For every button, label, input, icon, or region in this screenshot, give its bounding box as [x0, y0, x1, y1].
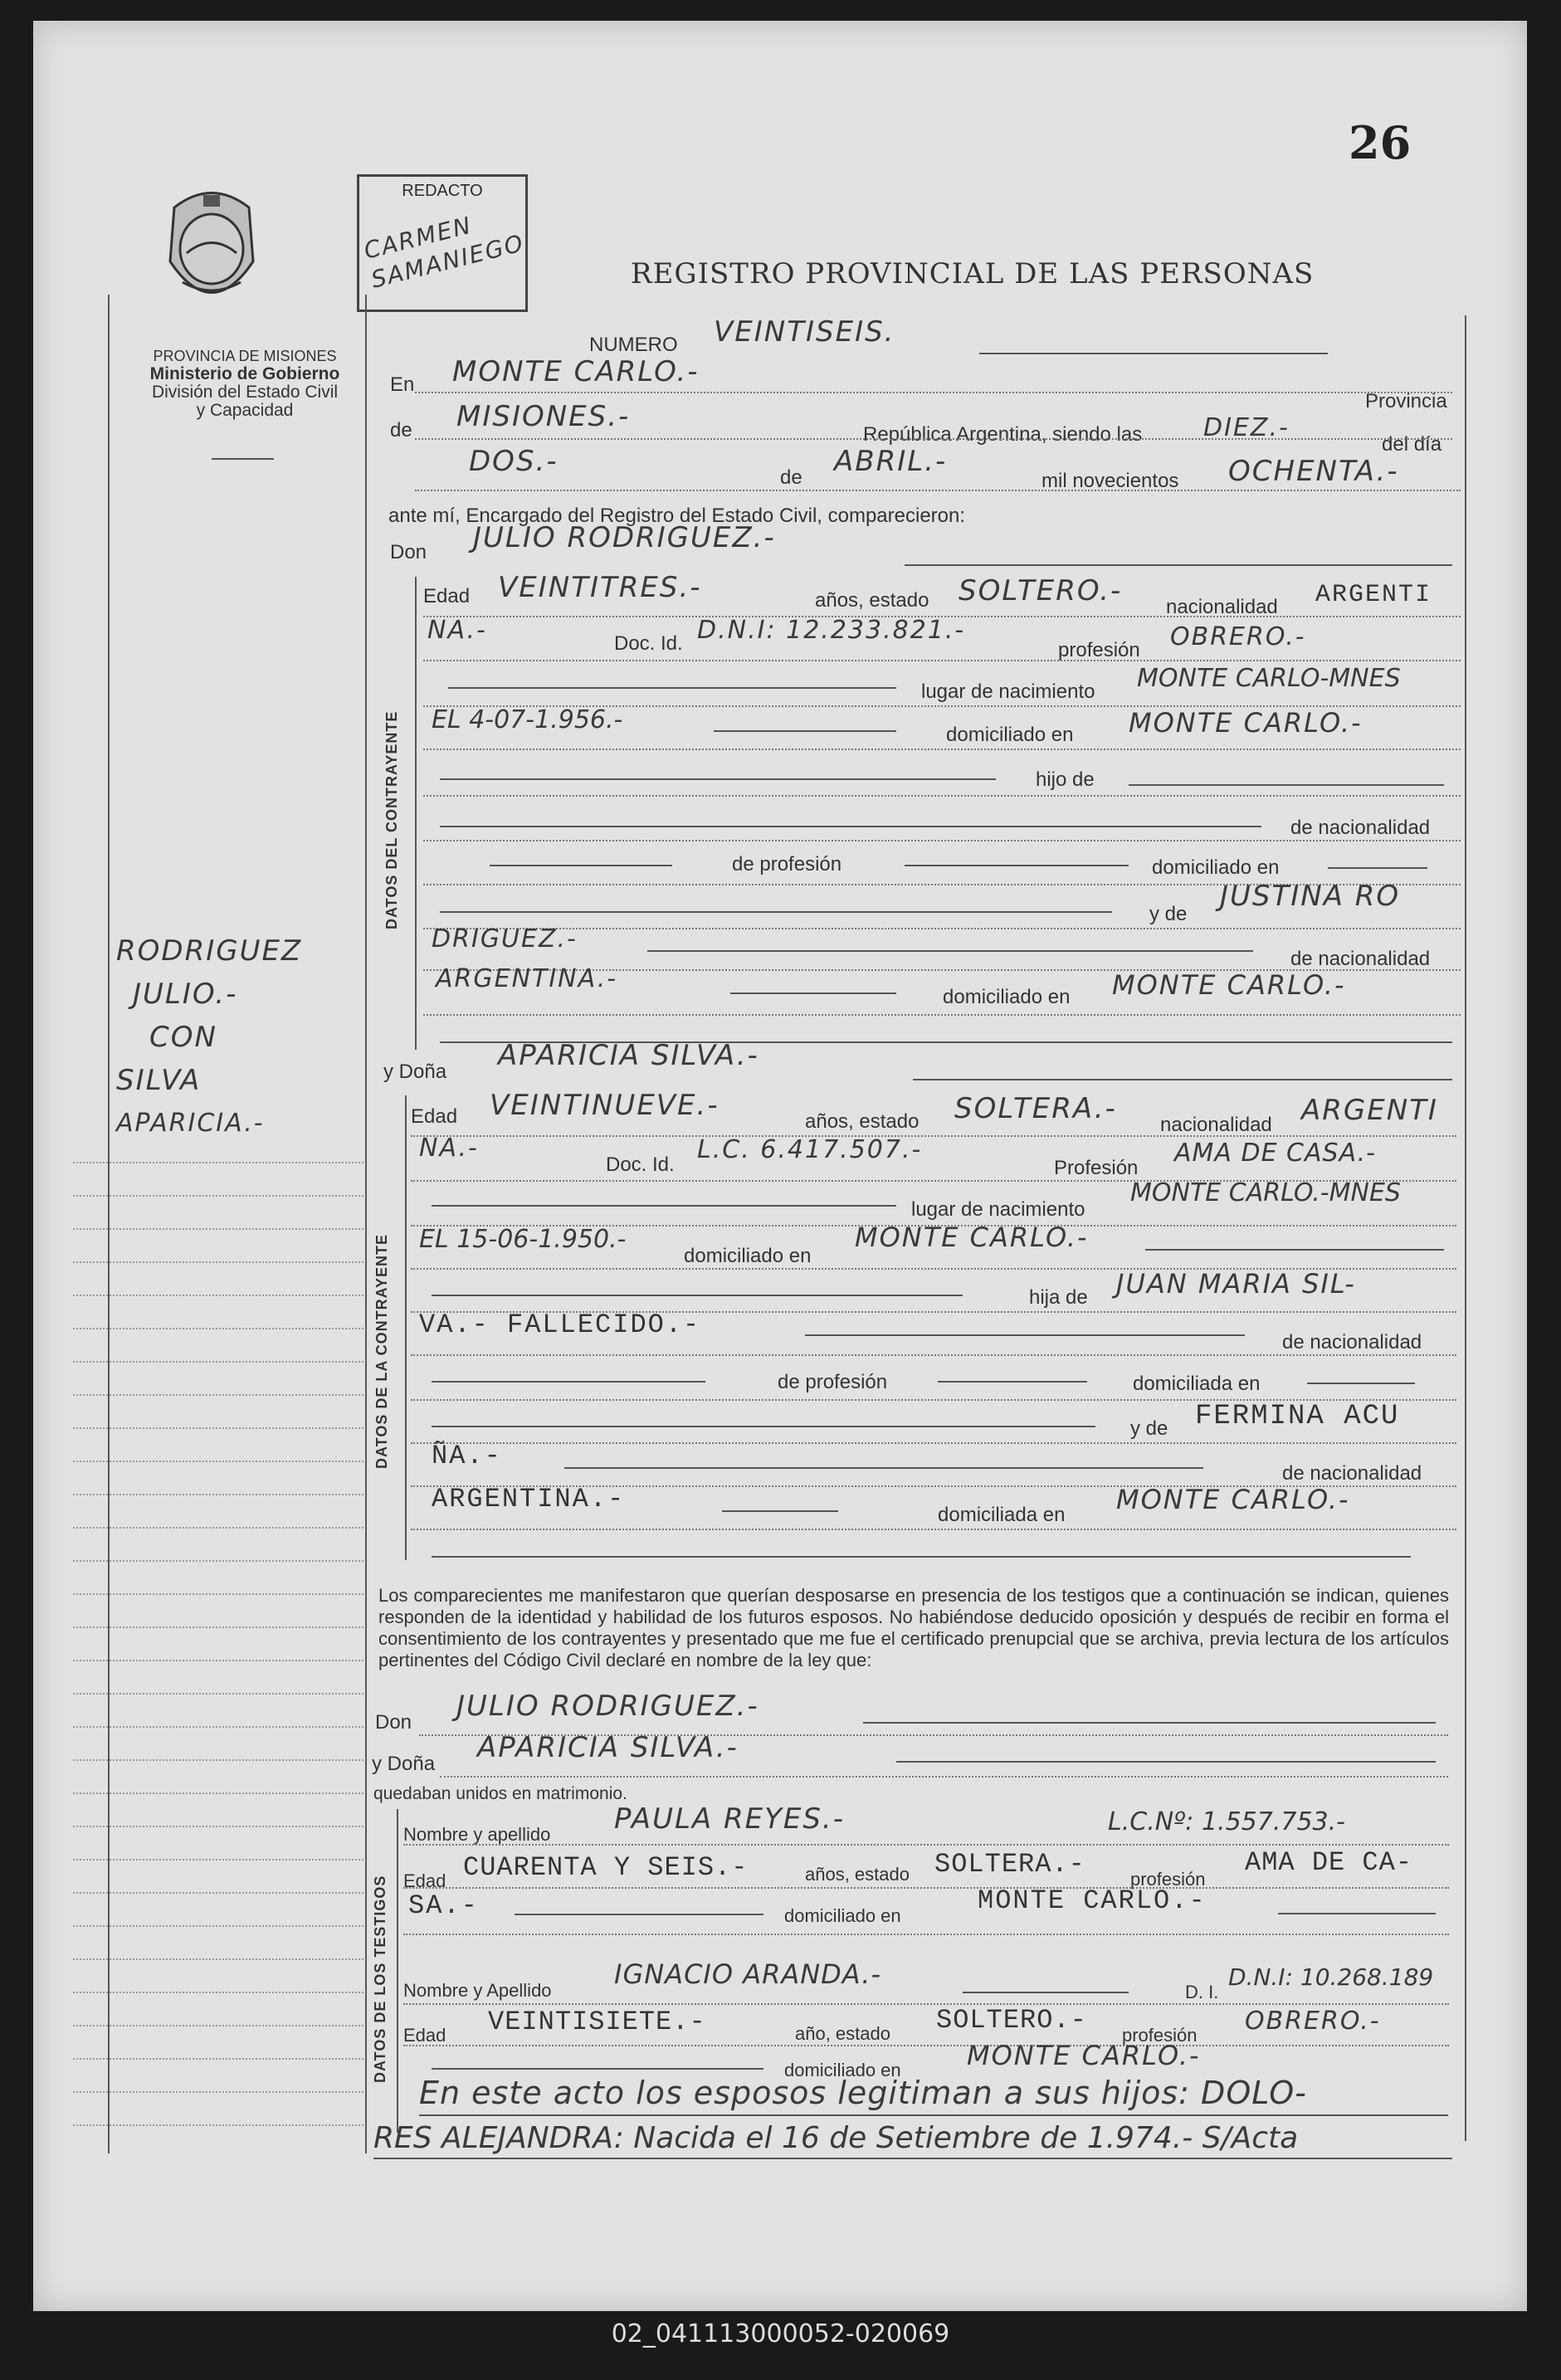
witness2-status-label: año, estado — [795, 2023, 890, 2044]
mes-value: ABRIL.- — [834, 445, 948, 478]
dia-value: DOS.- — [469, 445, 559, 478]
province-value: MISIONES.- — [456, 400, 631, 433]
sidebar-ministry: Ministerio de Gobierno — [149, 364, 340, 383]
numero-label: NUMERO — [589, 334, 678, 356]
groom-section-label: DATOS DEL CONTRAYENTE — [383, 710, 400, 929]
margin-rule-2 — [365, 295, 367, 2153]
ante-label: ante mí, Encargado del Registro del Estado Civil, comparecieron: — [388, 505, 966, 527]
stamp-label: REDACTO — [402, 182, 483, 200]
groom-mother-value: JUSTINA RO — [1220, 880, 1401, 913]
sidebar-divider — [212, 458, 274, 460]
bride-father-cont: VA.- FALLECIDO.- — [419, 1309, 701, 1340]
groom-birthplace-label: lugar de nacimiento — [921, 680, 1095, 703]
margin-note-line: CON — [149, 1021, 217, 1054]
groom-mother-nationality-value: ARGENTINA.- — [436, 964, 618, 993]
margin-note — [116, 929, 302, 1145]
numero-value: VEINTISEIS. — [714, 315, 895, 349]
note-line-1: En este acto los esposos legitiman a sus hijos: DOLO- — [419, 2075, 1307, 2111]
witness2-name-label: Nombre y Apellido — [403, 1980, 552, 2001]
en-label: En — [390, 373, 415, 396]
sidebar-division-2: y Capacidad — [196, 401, 294, 420]
declaration-paragraph: Los comparecientes me manifestaron que querían desposarse en presencia de los testigos que a continuación se indican, quienes responden de la identidad y habilidad de los futuros esposos. No habiéndose deducido oposición y después de recibir en forma el consentimiento de los contrayentes y presentado que me fue el certificado prenupcial que se archiva, previa lectura de los artículos pertinentes del Código Civil declaré en nombre de la ley que: — [378, 1585, 1449, 1670]
bride-status-value: SOLTERA.- — [954, 1092, 1117, 1125]
witnesses-section-label: DATOS DE LOS TESTIGOS — [372, 1875, 388, 2083]
witness1-status-label: años, estado — [805, 1864, 910, 1885]
witness2-age-label: Edad — [403, 2025, 446, 2046]
margin-note-line: APARICIA.- — [116, 1109, 265, 1138]
bride-age-value: VEINTINUEVE.- — [490, 1089, 720, 1122]
groom-profession-value: OBRERO.- — [1170, 622, 1306, 651]
groom-mother-cont: DRIGUEZ.- — [432, 924, 578, 953]
groom-age-value: VEINTITRES.- — [498, 571, 702, 604]
bride-mother-domicile-value: MONTE CARLO.- — [1116, 1484, 1350, 1515]
groom-domicile-value: MONTE CARLO.- — [1129, 707, 1363, 739]
sidebar-division: División del Estado Civil — [151, 383, 339, 402]
declared-don-label: Don — [375, 1711, 412, 1734]
witness1-name-label: Nombre y apellido — [403, 1824, 551, 1845]
witness2-status-value: SOLTERO.- — [936, 2005, 1087, 2036]
provincia-label: Provincia — [1365, 390, 1447, 412]
right-rule — [1465, 315, 1466, 2141]
witness1-profession-cont: SA.- — [408, 1890, 479, 1921]
bride-age-label: Edad — [411, 1105, 458, 1128]
bride-father-nationality-label: de nacionalidad — [1282, 1331, 1422, 1353]
declared-don-value: JULIO RODRIGUEZ.- — [456, 1690, 759, 1723]
groom-age-label: Edad — [423, 585, 471, 607]
anio-value: OCHENTA.- — [1228, 455, 1399, 488]
bride-label: y Doña — [383, 1061, 447, 1083]
witness1-profession-label: profesión — [1130, 1869, 1206, 1890]
witness1-age-label: Edad — [403, 1870, 446, 1891]
bride-father-profession-label: de profesión — [778, 1371, 888, 1393]
groom-status-label: años, estado — [815, 589, 929, 612]
groom-mother-label: y de — [1149, 903, 1188, 925]
groom-doc-value: D.N.I: 12.233.821.- — [697, 616, 966, 645]
don-value: JULIO RODRIGUEZ.- — [473, 521, 776, 554]
bride-nationality-cont: NA.- — [419, 1134, 479, 1163]
bride-doc-label: Doc. Id. — [606, 1153, 675, 1176]
bride-mother-domicile-label: domiciliada en — [938, 1504, 1066, 1526]
witness2-doc-label: D. I. — [1185, 1982, 1219, 2002]
groom-birthplace-value: MONTE CARLO-MNES — [1137, 664, 1401, 693]
groom-profession-label: profesión — [1058, 639, 1140, 661]
bride-birthdate-value: EL 15-06-1.950.- — [419, 1225, 627, 1254]
witness1-name-value: PAULA REYES.- — [614, 1802, 845, 1836]
bride-domicile-label: domiciliado en — [684, 1245, 812, 1267]
groom-father-domicile-label: domiciliado en — [1152, 856, 1280, 879]
bride-birthplace-label: lugar de nacimiento — [911, 1198, 1085, 1221]
witness1-domicile-value: MONTE CARLO.- — [978, 1885, 1207, 1916]
don-label: Don — [390, 541, 427, 563]
bride-father-label: hija de — [1029, 1286, 1088, 1309]
bride-father-domicile-label: domiciliada en — [1133, 1373, 1261, 1395]
witness1-age-value: CUARENTA Y SEIS.- — [463, 1852, 749, 1883]
margin-note-line: SILVA — [116, 1064, 202, 1097]
groom-nationality-cont: NA.- — [427, 616, 487, 645]
witness2-age-value: VEINTISIETE.- — [488, 2007, 706, 2037]
bride-mother-value: FERMINA ACU — [1195, 1401, 1400, 1432]
witness2-profession-label: profesión — [1122, 2025, 1198, 2046]
margin-note-line: JULIO.- — [133, 978, 238, 1011]
sidebar-province: PROVINCIA DE MISIONES — [153, 348, 337, 364]
groom-status-value: SOLTERO.- — [959, 574, 1123, 607]
bride-status-label: años, estado — [805, 1110, 920, 1133]
coat-of-arms-icon — [158, 183, 266, 315]
declared-dona-label: y Doña — [372, 1753, 436, 1775]
groom-father-nationality-label: de nacionalidad — [1290, 817, 1431, 839]
en-value: MONTE CARLO.- — [452, 355, 700, 388]
witness2-domicile-label: domiciliado en — [784, 2060, 901, 2080]
bride-section-label: DATOS DE LA CONTRAYENTE — [373, 1233, 390, 1469]
bride-mother-cont: ÑA.- — [432, 1441, 502, 1471]
groom-mother-nationality-label: de nacionalidad — [1290, 948, 1431, 970]
page-number: 26 — [1349, 116, 1412, 169]
bride-nationality-value: ARGENTI — [1301, 1094, 1438, 1127]
bride-mother-label: y de — [1130, 1417, 1168, 1440]
groom-doc-label: Doc. Id. — [614, 632, 683, 655]
groom-mother-domicile-value: MONTE CARLO.- — [1112, 969, 1346, 1001]
groom-father-label: hijo de — [1036, 768, 1095, 791]
bride-profession-label: Profesión — [1054, 1157, 1139, 1179]
bride-birthplace-value: MONTE CARLO.-MNES — [1130, 1178, 1401, 1207]
witness2-profession-value: OBRERO.- — [1245, 2007, 1381, 2036]
bride-mother-nationality-value: ARGENTINA.- — [432, 1484, 626, 1514]
de-label: de — [390, 419, 412, 441]
note-line-2: RES ALEJANDRA: Nacida el 16 de Setiembre de 1.974.- S/Acta — [373, 2121, 1299, 2155]
margin-note-line: RODRIGUEZ — [116, 934, 303, 968]
bride-doc-value: L.C. 6.417.507.- — [697, 1135, 923, 1164]
margin-rule — [108, 295, 110, 2153]
groom-birthdate-value: EL 4-07-1.956.- — [432, 705, 623, 734]
witness1-profession-value: AMA DE CA- — [1245, 1847, 1413, 1878]
scan-id: 02_041113000052-020069 — [611, 2319, 950, 2348]
witness2-name-value: IGNACIO ARANDA.- — [614, 1958, 881, 1990]
groom-mother-domicile-label: domiciliado en — [943, 986, 1071, 1008]
witness2-domicile-value: MONTE CARLO.- — [967, 2040, 1201, 2071]
declared-dona-value: APARICIA SILVA.- — [477, 1731, 739, 1764]
de-label-2: de — [780, 466, 802, 489]
witness2-doc-value: D.N.I: 10.268.189 — [1228, 1963, 1434, 1991]
bride-father-value: JUAN MARIA SIL- — [1116, 1268, 1356, 1300]
bride-value: APARICIA SILVA.- — [498, 1039, 759, 1072]
witness1-doc-value: L.C.Nº: 1.557.753.- — [1108, 1807, 1345, 1836]
bride-mother-nationality-label: de nacionalidad — [1282, 1462, 1422, 1485]
stamp-signature: CARMEN SAMANIEGO — [361, 211, 528, 294]
bride-nationality-label: nacionalidad — [1160, 1114, 1272, 1136]
groom-domicile-label: domiciliado en — [946, 724, 1074, 746]
page-title: REGISTRO PROVINCIAL DE LAS PERSONAS — [631, 257, 1315, 290]
redacto-stamp — [357, 174, 528, 312]
groom-nationality-value: ARGENTI — [1315, 581, 1432, 609]
bride-domicile-value: MONTE CARLO.- — [855, 1222, 1089, 1253]
groom-father-profession-label: de profesión — [732, 853, 842, 875]
hora-value: DIEZ.- — [1203, 413, 1290, 442]
republica-label: República Argentina, siendo las — [863, 423, 1143, 446]
groom-nationality-label: nacionalidad — [1166, 596, 1278, 618]
bride-profession-value: AMA DE CASA.- — [1174, 1139, 1377, 1168]
witness1-status-value: SOLTERA.- — [934, 1849, 1085, 1880]
witness1-domicile-label: domiciliado en — [784, 1905, 901, 1926]
mil-label: mil novecientos — [1041, 470, 1179, 492]
del-dia-label: del día — [1382, 433, 1442, 456]
quedaban-label: quedaban unidos en matrimonio. — [373, 1784, 627, 1803]
